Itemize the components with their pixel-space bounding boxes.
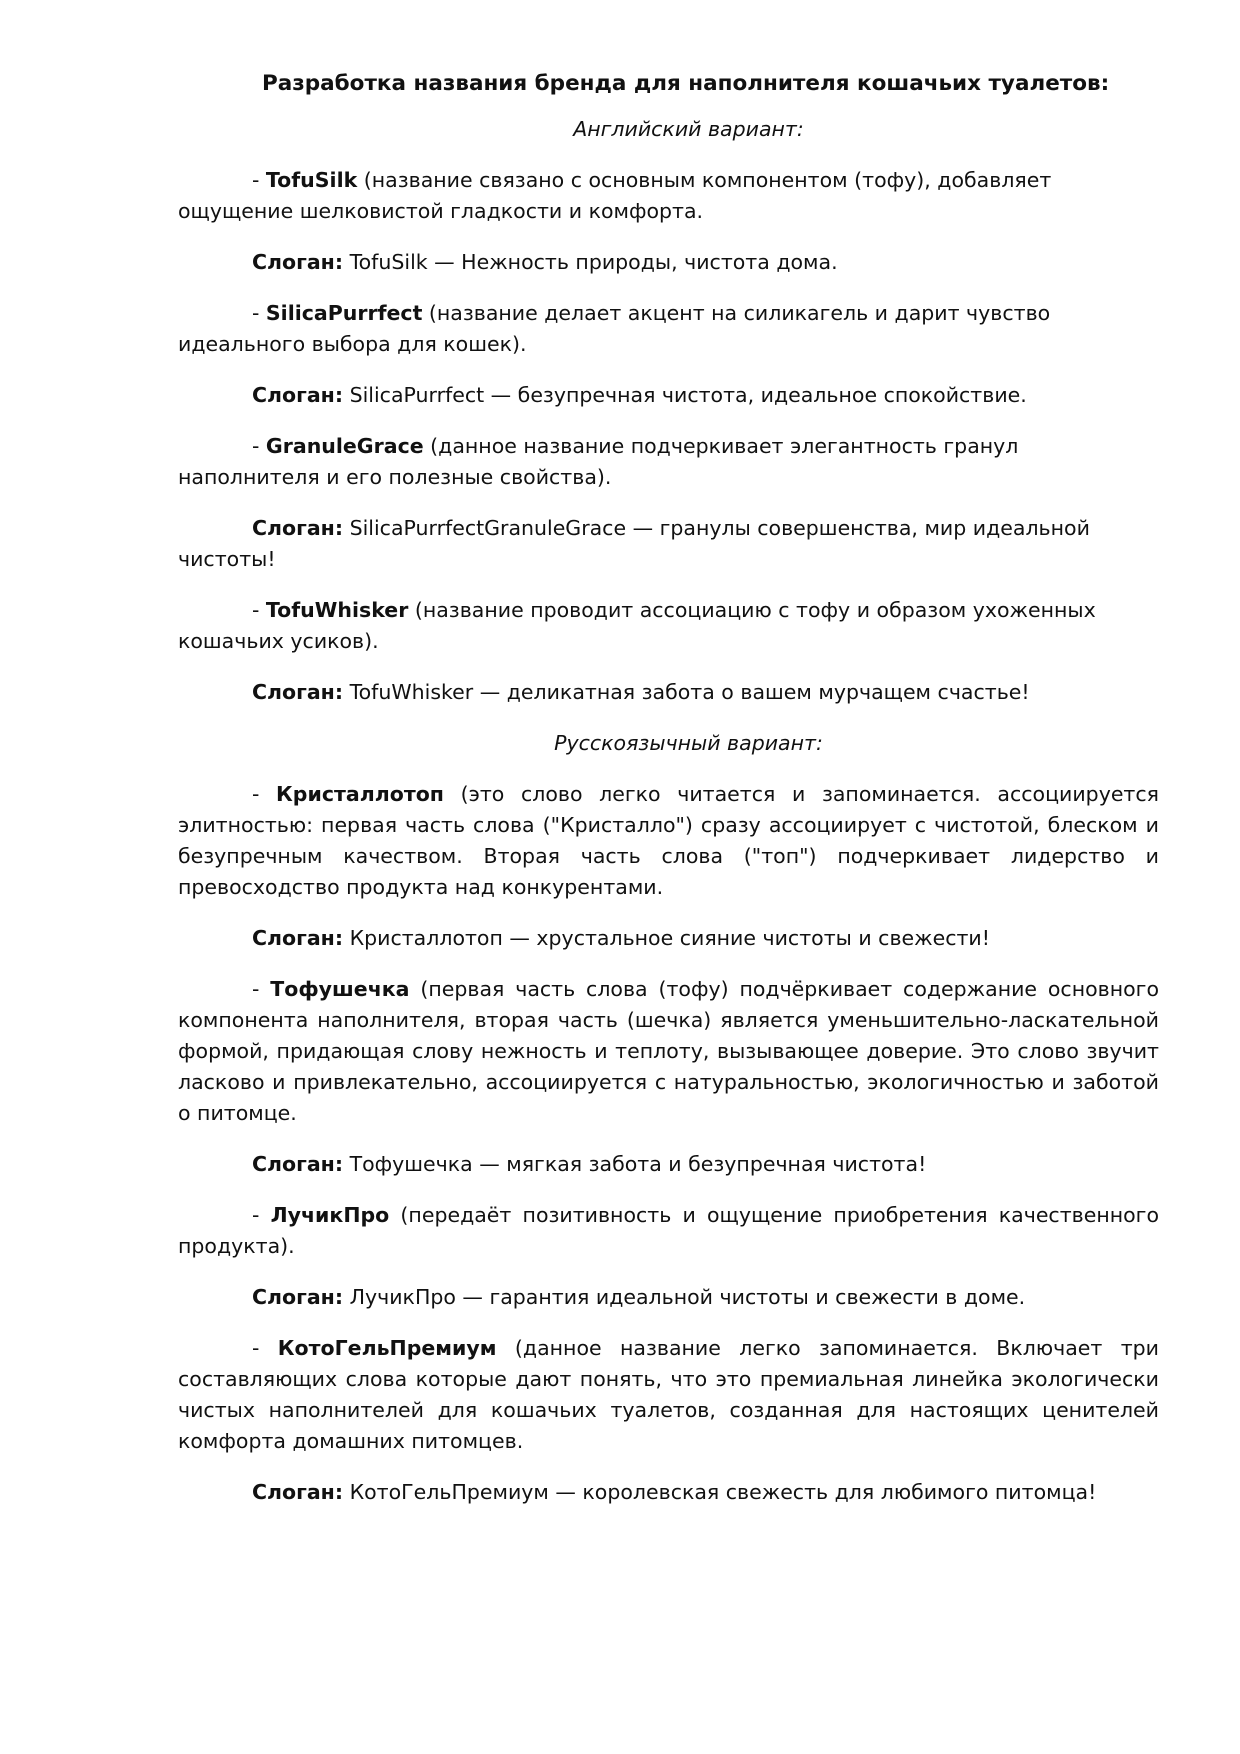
- brand-name: GranuleGrace: [265, 434, 424, 458]
- brand-description: (название проводит ассоциацию с тофу и образом ухоженных кошачьих усиков).: [178, 598, 1096, 653]
- brand-variant-tofushechka: [178, 974, 1159, 1129]
- slogan-text: Кристаллотоп — хрустальное сияние чистоты и свежести!: [343, 926, 990, 950]
- slogan-text: КотоГельПремиум — королевская свежесть для любимого питомца!: [343, 1480, 1097, 1504]
- slogan-label: Слоган:: [252, 926, 344, 950]
- brand-description: (название связано с основным компонентом (тофу), добавляет ощущение шелковистой гладкости и комфорта.: [178, 168, 1052, 223]
- slogan-luchikpro: [178, 1282, 1159, 1313]
- slogan-tofusilk: [178, 247, 1159, 278]
- brand-name: TofuSilk: [265, 168, 358, 192]
- slogan-label: Слоган:: [252, 680, 344, 704]
- brand-description: (данное название подчеркивает элегантность гранул наполнителя и его полезные свойства).: [178, 434, 1019, 489]
- list-dash: -: [252, 1336, 278, 1360]
- list-dash: -: [252, 168, 266, 192]
- brand-variant-tofuwhisker: [178, 595, 1159, 657]
- brand-description: (передаёт позитивность и ощущение приобретения качественного продукта).: [178, 1203, 1159, 1258]
- russian-variant-heading: Русскоязычный вариант:: [554, 731, 823, 755]
- slogan-silicapurrfect: [178, 380, 1159, 411]
- brand-name: TofuWhisker: [265, 598, 409, 622]
- brand-description: (данное название легко запоминается. Включает три составляющих слова которые дают понять, что это премиальная линейка экологически чистых наполнителей для кошачьих туалетов, созданная для настоящих ценителей комфорта домашних питомцев.: [178, 1336, 1159, 1453]
- english-variant-heading: Английский вариант:: [573, 117, 804, 141]
- list-dash: -: [252, 782, 277, 806]
- list-dash: -: [252, 598, 266, 622]
- list-dash: -: [252, 301, 266, 325]
- slogan-label: Слоган:: [252, 250, 344, 274]
- slogan-text: SilicaPurrfect — безупречная чистота, идеальное спокойствие.: [343, 383, 1027, 407]
- slogan-label: Слоган:: [252, 383, 344, 407]
- brand-name: Кристаллотоп: [276, 782, 444, 806]
- brand-variant-kotogelpremium: [178, 1333, 1159, 1457]
- slogan-text: TofuWhisker — деликатная забота о вашем мурчащем счастье!: [343, 680, 1030, 704]
- brand-name: КотоГельПремиум: [277, 1336, 497, 1360]
- slogan-text: Тофушечка — мягкая забота и безупречная чистота!: [343, 1152, 927, 1176]
- brand-variant-silicapurrfect: [178, 298, 1159, 360]
- slogan-granulegrace: [178, 513, 1159, 575]
- slogan-label: Слоган:: [252, 1285, 344, 1309]
- slogan-label: Слоган:: [252, 516, 344, 540]
- brand-name: ЛучикПро: [270, 1203, 390, 1227]
- brand-name: Тофушечка: [270, 977, 410, 1001]
- list-dash: -: [252, 977, 271, 1001]
- brand-description: (это слово легко читается и запоминается. ассоциируется элитностью: первая часть слова ("Кристалло") сразу ассоциирует с чистотой, блеском и безупречным качеством. Вторая часть слова ("топ") подчеркивает лидерство и превосходство продукта над конкурентами.: [178, 782, 1159, 899]
- brand-name: SilicaPurrfect: [265, 301, 423, 325]
- slogan-kotogelpremium: [178, 1477, 1159, 1508]
- slogan-text: TofuSilk — Нежность природы, чистота дома.: [343, 250, 838, 274]
- brand-description: (название делает акцент на силикагель и дарит чувство идеального выбора для кошек).: [178, 301, 1051, 356]
- brand-variant-luchikpro: [178, 1200, 1159, 1262]
- slogan-label: Слоган:: [252, 1480, 344, 1504]
- list-dash: -: [252, 434, 266, 458]
- slogan-text: ЛучикПро — гарантия идеальной чистоты и свежести в доме.: [343, 1285, 1026, 1309]
- slogan-kristallotop: [178, 923, 1159, 954]
- brand-variant-tofusilk: [178, 165, 1159, 227]
- brand-description: (первая часть слова (тофу) подчёркивает содержание основного компонента наполнителя, вторая часть (шечка) является уменьшительно-ласкательной формой, придающая слову нежность и теплоту, вызывающее доверие. Это слово звучит ласково и привлекательно, ассоциируется с натуральностью, экологичностью и заботой о питомце.: [178, 977, 1159, 1125]
- brand-variant-kristallotop: [178, 779, 1159, 903]
- document-title: Разработка названия бренда для наполнителя кошачьих туалетов:: [262, 71, 1110, 96]
- brand-variant-granulegrace: [178, 431, 1159, 493]
- slogan-label: Слоган:: [252, 1152, 344, 1176]
- slogan-tofushechka: [178, 1149, 1159, 1180]
- slogan-text: SilicaPurrfectGranuleGrace — гранулы совершенства, мир идеальной чистоты!: [178, 516, 1090, 571]
- slogan-tofuwhisker: [178, 677, 1159, 708]
- list-dash: -: [252, 1203, 271, 1227]
